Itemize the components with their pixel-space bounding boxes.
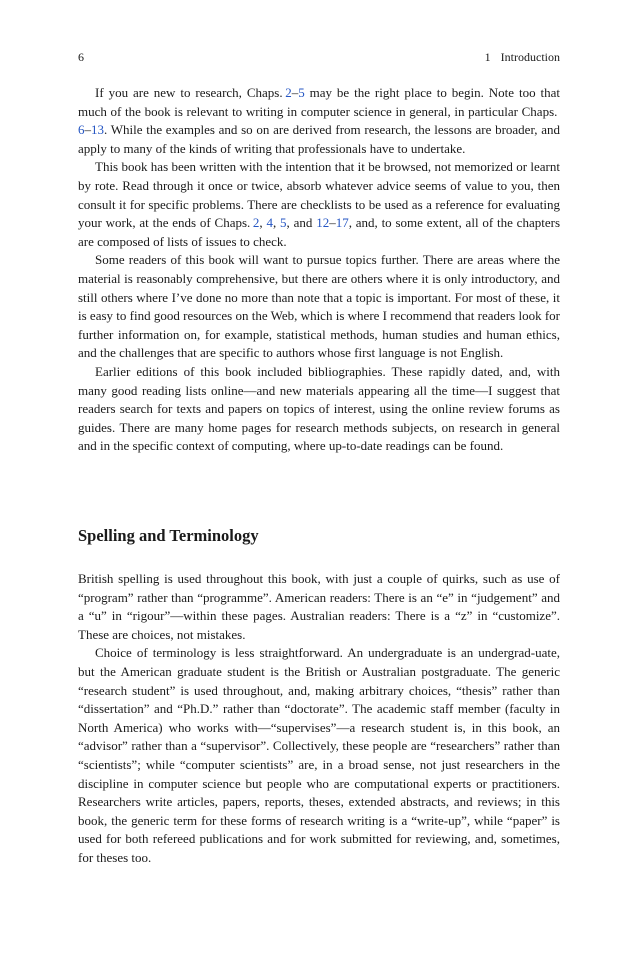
intro-paragraph-2 (78, 158, 560, 251)
intro-paragraph-3: Some readers of this book will want to pursue topics further. There are areas where the material is reasonably comprehensive, but there are others where it is only introductory, and still others where I’ve done no more than note that a topic is important. For most of these, it is easy to find good resources on the Web, which is where I recommend that readers look for further information on, for example, statistical methods, human studies and human ethics, and the challenges that are specific to authors whose first language is not English. (78, 252, 560, 361)
chapter-header (485, 50, 560, 64)
text-run: – (291, 85, 299, 100)
section-text (78, 570, 560, 868)
chapter-number: 1 (484, 50, 491, 64)
intro-paragraph-1 (78, 84, 560, 158)
running-head (78, 50, 560, 64)
section-heading: Spelling and Terminology (78, 526, 259, 545)
text-run: This book has been written with the intention that it be browsed, not memorized or learnt by rote. Read through it once or twice, absorb whatever advice seems of value to you, then consult it for specific problems. There are checklists to be used as a reference for evaluating your work, at the ends of Chaps. (78, 159, 560, 231)
chapter-title: Introduction (500, 50, 560, 64)
page-number: 6 (78, 50, 84, 64)
text-run: If you are new to research, Chaps. (95, 85, 286, 100)
chapter-link[interactable]: 17 (335, 215, 349, 231)
text-run: , (259, 215, 267, 231)
chapter-link[interactable]: 12 (316, 215, 330, 231)
chapter-link[interactable]: 5 (298, 85, 305, 100)
text-run: . While the examples and so on are derived from research, the lessons are broader, and apply to many of the kinds of writing that professionals have to undertake. (78, 122, 560, 156)
intro-text (78, 84, 560, 456)
section-paragraph-2: Choice of terminology is less straightforward. An undergraduate is an undergrad-uate, but the American graduate student is the British or Australian postgraduate. The generic “research student” is used throughout, and, making arbitrary choices, “thesis” rather than “dissertation” and “Ph.D.” rather than “doctorate”. The academic staff member (faculty in North America) who works with—“supervises”—a research student is, in this book, an “advisor” rather than a “supervisor”. Collectively, these people are “researchers” rather than “scientists”; while “computer scientists” are, in a broad sense, not just researchers in the discipline in computer science but people who are computational experts or practitioners. Researchers write articles, papers, reports, theses, extended abstracts, and reviews; in this book, the generic term for these forms of research writing is a “write-up”, while “paper” is used for both refereed publications and for work submitted for reviewing, and, sometimes, for theses too. (78, 645, 560, 865)
chapter-link[interactable]: 13 (91, 122, 104, 138)
section-paragraph-1: British spelling is used throughout this book, with just a couple of quirks, such as use of “program” rather than “programme”. American readers: There is an “e” in “judgement” and a “u” in “rigour”—within these pages. Australian readers: There is a “z” in “customize”. These are choices, not mistakes. (78, 571, 560, 642)
chapter-link[interactable]: 5 (280, 215, 287, 231)
text-run: , (272, 215, 281, 231)
text-run: , and (286, 215, 317, 231)
text-run: may be the right place to begin. Note too that much of the book is relevant to writing in computer science in general, in particular Chaps. (78, 85, 560, 119)
text-run: – (84, 122, 91, 138)
intro-paragraph-4: Earlier editions of this book included bibliographies. These rapidly dated, and, with many good reading lists online—and new materials appearing all the time—I suggest that readers search for texts and papers on topics of interest, using the online review forums as guides. There are many home pages for research methods subjects, on research in general and in the specific context of computing, where up-to-date readings can be found. (78, 363, 560, 454)
chapter-link[interactable]: 6 (78, 122, 85, 138)
text-run: , and, to some extent, all of the chapters are composed of lists of issues to check. (78, 215, 560, 249)
chapter-link[interactable]: 2 (285, 85, 292, 100)
text-run: – (329, 215, 336, 231)
chapter-link[interactable]: 2 (252, 215, 260, 231)
chapter-link[interactable]: 4 (266, 215, 273, 231)
